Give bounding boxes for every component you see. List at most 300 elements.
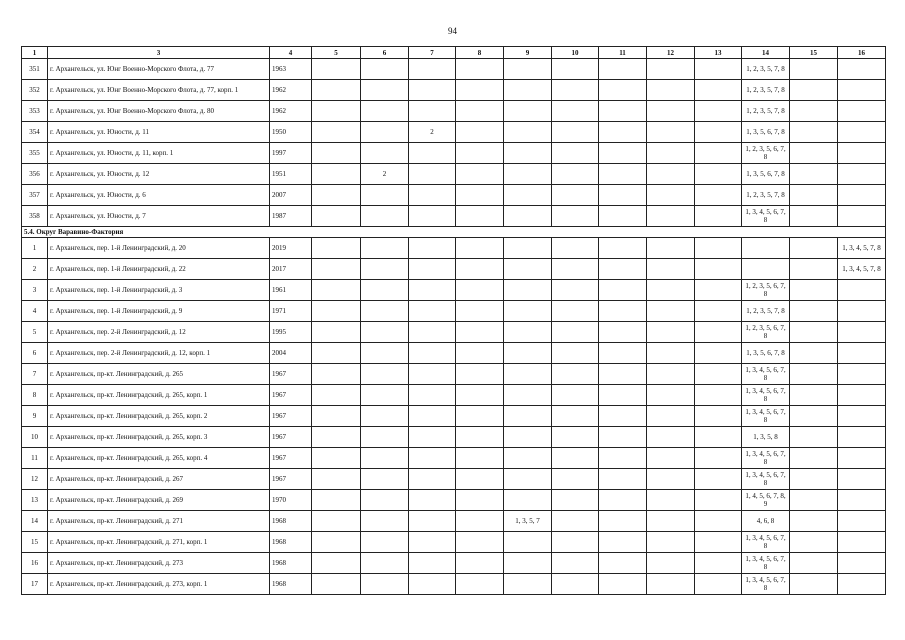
empty-cell xyxy=(790,553,838,574)
cell-col-9 xyxy=(504,280,552,301)
empty-cell xyxy=(695,490,742,511)
cell-col-9 xyxy=(504,122,552,143)
table-row xyxy=(22,301,886,322)
empty-cell xyxy=(552,469,599,490)
year-cell: 1967 xyxy=(270,364,312,385)
table-body-section-prev xyxy=(22,59,886,227)
empty-cell xyxy=(456,80,504,101)
cell-col-9 xyxy=(504,469,552,490)
cell-col-7 xyxy=(409,553,456,574)
empty-cell xyxy=(312,122,361,143)
empty-cell xyxy=(552,490,599,511)
empty-cell xyxy=(312,80,361,101)
address-cell: г. Архангельск, ул. Юности, д. 12 xyxy=(48,164,270,185)
empty-cell xyxy=(790,343,838,364)
cell-col-6 xyxy=(361,364,409,385)
cell-col-9 xyxy=(504,164,552,185)
empty-cell xyxy=(647,469,695,490)
cell-col-6 xyxy=(361,238,409,259)
empty-cell xyxy=(647,532,695,553)
empty-cell xyxy=(456,469,504,490)
cell-col-14: 1, 2, 3, 5, 7, 8 xyxy=(742,185,790,206)
cell-col-9 xyxy=(504,574,552,595)
empty-cell xyxy=(790,322,838,343)
cell-col-14 xyxy=(742,238,790,259)
table-row xyxy=(22,280,886,301)
row-number-cell: 12 xyxy=(22,469,48,490)
cell-col-7 xyxy=(409,164,456,185)
cell-col-7 xyxy=(409,532,456,553)
cell-col-7 xyxy=(409,206,456,227)
year-cell: 1968 xyxy=(270,511,312,532)
address-cell: г. Архангельск, пр-кт. Ленинградский, д. 267 xyxy=(48,469,270,490)
empty-cell xyxy=(456,532,504,553)
table-row xyxy=(22,322,886,343)
empty-cell xyxy=(790,80,838,101)
empty-cell xyxy=(790,164,838,185)
empty-cell xyxy=(552,532,599,553)
row-number-cell: 352 xyxy=(22,80,48,101)
row-number-cell: 1 xyxy=(22,238,48,259)
empty-cell xyxy=(695,469,742,490)
empty-cell xyxy=(599,164,647,185)
column-header: 12 xyxy=(647,47,695,59)
address-cell: г. Архангельск, пр-кт. Ленинградский, д. 273, корп. 1 xyxy=(48,574,270,595)
empty-cell xyxy=(456,427,504,448)
row-number-cell: 356 xyxy=(22,164,48,185)
row-number-cell: 8 xyxy=(22,385,48,406)
cell-col-16 xyxy=(838,143,886,164)
table-row xyxy=(22,553,886,574)
empty-cell xyxy=(647,322,695,343)
empty-cell xyxy=(599,238,647,259)
empty-cell xyxy=(599,143,647,164)
empty-cell xyxy=(456,322,504,343)
cell-col-14: 1, 3, 4, 5, 6, 7, 8 xyxy=(742,206,790,227)
empty-cell xyxy=(552,59,599,80)
empty-cell xyxy=(552,448,599,469)
table-row xyxy=(22,511,886,532)
cell-col-7 xyxy=(409,59,456,80)
empty-cell xyxy=(599,59,647,80)
empty-cell xyxy=(695,206,742,227)
empty-cell xyxy=(790,122,838,143)
cell-col-16 xyxy=(838,490,886,511)
table-row xyxy=(22,259,886,280)
year-cell: 1971 xyxy=(270,301,312,322)
cell-col-6 xyxy=(361,532,409,553)
address-cell: г. Архангельск, ул. Юнг Военно-Морского Флота, д. 80 xyxy=(48,101,270,122)
empty-cell xyxy=(695,259,742,280)
empty-cell xyxy=(312,406,361,427)
empty-cell xyxy=(312,574,361,595)
table-body-section-header xyxy=(22,227,886,238)
cell-col-6 xyxy=(361,280,409,301)
empty-cell xyxy=(790,385,838,406)
cell-col-14: 1, 4, 5, 6, 7, 8, 9 xyxy=(742,490,790,511)
empty-cell xyxy=(456,164,504,185)
cell-col-14: 1, 2, 3, 5, 6, 7, 8 xyxy=(742,280,790,301)
table-row xyxy=(22,448,886,469)
empty-cell xyxy=(456,280,504,301)
column-header: 16 xyxy=(838,47,886,59)
address-cell: г. Архангельск, пр-кт. Ленинградский, д. 265, корп. 3 xyxy=(48,427,270,448)
empty-cell xyxy=(647,385,695,406)
empty-cell xyxy=(456,206,504,227)
row-number-cell: 358 xyxy=(22,206,48,227)
cell-col-6 xyxy=(361,59,409,80)
empty-cell xyxy=(599,553,647,574)
cell-col-9 xyxy=(504,448,552,469)
cell-col-7 xyxy=(409,322,456,343)
empty-cell xyxy=(312,206,361,227)
column-header: 7 xyxy=(409,47,456,59)
row-number-cell: 10 xyxy=(22,427,48,448)
row-number-cell: 355 xyxy=(22,143,48,164)
cell-col-16 xyxy=(838,553,886,574)
address-cell: г. Архангельск, пр-кт. Ленинградский, д. 265, корп. 2 xyxy=(48,406,270,427)
cell-col-9 xyxy=(504,80,552,101)
cell-col-9 xyxy=(504,59,552,80)
cell-col-6 xyxy=(361,259,409,280)
cell-col-14: 1, 3, 5, 6, 7, 8 xyxy=(742,122,790,143)
cell-col-16 xyxy=(838,122,886,143)
address-cell: г. Архангельск, пер. 1-й Ленинградский, д. 20 xyxy=(48,238,270,259)
empty-cell xyxy=(312,385,361,406)
address-cell: г. Архангельск, пр-кт. Ленинградский, д. 273 xyxy=(48,553,270,574)
empty-cell xyxy=(552,185,599,206)
empty-cell xyxy=(790,185,838,206)
empty-cell xyxy=(456,511,504,532)
housing-registry-table xyxy=(21,46,886,595)
empty-cell xyxy=(695,385,742,406)
column-header: 5 xyxy=(312,47,361,59)
row-number-cell: 353 xyxy=(22,101,48,122)
year-cell: 2017 xyxy=(270,259,312,280)
empty-cell xyxy=(599,185,647,206)
cell-col-16 xyxy=(838,322,886,343)
empty-cell xyxy=(647,206,695,227)
empty-cell xyxy=(456,364,504,385)
empty-cell xyxy=(790,59,838,80)
empty-cell xyxy=(552,143,599,164)
cell-col-14 xyxy=(742,259,790,280)
empty-cell xyxy=(312,301,361,322)
column-header: 11 xyxy=(599,47,647,59)
empty-cell xyxy=(647,364,695,385)
year-cell: 1997 xyxy=(270,143,312,164)
cell-col-6 xyxy=(361,122,409,143)
cell-col-6 xyxy=(361,574,409,595)
empty-cell xyxy=(312,427,361,448)
empty-cell xyxy=(790,143,838,164)
cell-col-16 xyxy=(838,574,886,595)
cell-col-9 xyxy=(504,406,552,427)
empty-cell xyxy=(599,490,647,511)
empty-cell xyxy=(599,427,647,448)
table-row xyxy=(22,427,886,448)
empty-cell xyxy=(695,448,742,469)
empty-cell xyxy=(695,301,742,322)
cell-col-7 xyxy=(409,490,456,511)
empty-cell xyxy=(599,343,647,364)
year-cell: 2019 xyxy=(270,238,312,259)
cell-col-16: 1, 3, 4, 5, 7, 8 xyxy=(838,238,886,259)
empty-cell xyxy=(599,364,647,385)
cell-col-16: 1, 3, 4, 5, 7, 8 xyxy=(838,259,886,280)
empty-cell xyxy=(790,448,838,469)
empty-cell xyxy=(599,206,647,227)
empty-cell xyxy=(647,80,695,101)
cell-col-16 xyxy=(838,206,886,227)
cell-col-16 xyxy=(838,59,886,80)
empty-cell xyxy=(599,301,647,322)
year-cell: 1961 xyxy=(270,280,312,301)
empty-cell xyxy=(599,469,647,490)
empty-cell xyxy=(312,364,361,385)
cell-col-6 xyxy=(361,185,409,206)
cell-col-9 xyxy=(504,238,552,259)
empty-cell xyxy=(456,301,504,322)
cell-col-7 xyxy=(409,101,456,122)
empty-cell xyxy=(552,322,599,343)
empty-cell xyxy=(552,406,599,427)
year-cell: 1970 xyxy=(270,490,312,511)
cell-col-16 xyxy=(838,185,886,206)
empty-cell xyxy=(647,448,695,469)
empty-cell xyxy=(647,122,695,143)
address-cell: г. Архангельск, ул. Юности, д. 11 xyxy=(48,122,270,143)
cell-col-9 xyxy=(504,490,552,511)
row-number-cell: 16 xyxy=(22,553,48,574)
cell-col-6 xyxy=(361,406,409,427)
empty-cell xyxy=(790,574,838,595)
cell-col-7 xyxy=(409,301,456,322)
row-number-cell: 351 xyxy=(22,59,48,80)
empty-cell xyxy=(312,343,361,364)
cell-col-16 xyxy=(838,511,886,532)
cell-col-9 xyxy=(504,364,552,385)
year-cell: 2007 xyxy=(270,185,312,206)
empty-cell xyxy=(552,574,599,595)
empty-cell xyxy=(695,101,742,122)
empty-cell xyxy=(312,259,361,280)
cell-col-14: 1, 3, 5, 8 xyxy=(742,427,790,448)
empty-cell xyxy=(790,532,838,553)
table-row xyxy=(22,164,886,185)
cell-col-16 xyxy=(838,80,886,101)
cell-col-6 xyxy=(361,385,409,406)
cell-col-14: 1, 2, 3, 5, 7, 8 xyxy=(742,301,790,322)
cell-col-16 xyxy=(838,532,886,553)
empty-cell xyxy=(599,280,647,301)
cell-col-14: 1, 3, 4, 5, 6, 7, 8 xyxy=(742,448,790,469)
cell-col-7 xyxy=(409,185,456,206)
column-header: 14 xyxy=(742,47,790,59)
cell-col-14: 1, 2, 3, 5, 7, 8 xyxy=(742,59,790,80)
cell-col-7 xyxy=(409,143,456,164)
empty-cell xyxy=(552,301,599,322)
cell-col-14: 1, 2, 3, 5, 6, 7, 8 xyxy=(742,143,790,164)
header-row xyxy=(22,47,886,59)
address-cell: г. Архангельск, пер. 2-й Ленинградский, д. 12, корп. 1 xyxy=(48,343,270,364)
column-header: 8 xyxy=(456,47,504,59)
cell-col-16 xyxy=(838,427,886,448)
cell-col-6 xyxy=(361,343,409,364)
address-cell: г. Архангельск, пр-кт. Ленинградский, д. 269 xyxy=(48,490,270,511)
cell-col-6 xyxy=(361,322,409,343)
year-cell: 1967 xyxy=(270,406,312,427)
empty-cell xyxy=(552,164,599,185)
cell-col-14: 1, 3, 5, 6, 7, 8 xyxy=(742,164,790,185)
address-cell: г. Архангельск, ул. Юности, д. 7 xyxy=(48,206,270,227)
page-number: 94 xyxy=(448,26,457,36)
column-header: 10 xyxy=(552,47,599,59)
empty-cell xyxy=(456,143,504,164)
empty-cell xyxy=(599,532,647,553)
empty-cell xyxy=(312,143,361,164)
address-cell: г. Архангельск, пер. 1-й Ленинградский, д. 22 xyxy=(48,259,270,280)
cell-col-16 xyxy=(838,164,886,185)
empty-cell xyxy=(647,143,695,164)
empty-cell xyxy=(456,343,504,364)
empty-cell xyxy=(647,238,695,259)
table-row xyxy=(22,574,886,595)
cell-col-9: 1, 3, 5, 7 xyxy=(504,511,552,532)
empty-cell xyxy=(790,259,838,280)
empty-cell xyxy=(790,238,838,259)
table-row xyxy=(22,80,886,101)
cell-col-16 xyxy=(838,364,886,385)
cell-col-16 xyxy=(838,280,886,301)
empty-cell xyxy=(695,164,742,185)
cell-col-9 xyxy=(504,143,552,164)
cell-col-14: 1, 3, 4, 5, 6, 7, 8 xyxy=(742,574,790,595)
empty-cell xyxy=(599,385,647,406)
table-row xyxy=(22,385,886,406)
empty-cell xyxy=(647,280,695,301)
empty-cell xyxy=(695,59,742,80)
cell-col-7 xyxy=(409,469,456,490)
empty-cell xyxy=(312,490,361,511)
table-row xyxy=(22,206,886,227)
cell-col-16 xyxy=(838,101,886,122)
empty-cell xyxy=(790,490,838,511)
cell-col-9 xyxy=(504,343,552,364)
year-cell: 1967 xyxy=(270,385,312,406)
cell-col-6 xyxy=(361,427,409,448)
empty-cell xyxy=(647,301,695,322)
empty-cell xyxy=(790,511,838,532)
empty-cell xyxy=(695,80,742,101)
column-header: 6 xyxy=(361,47,409,59)
table-row xyxy=(22,185,886,206)
year-cell: 1962 xyxy=(270,80,312,101)
row-number-cell: 14 xyxy=(22,511,48,532)
empty-cell xyxy=(599,574,647,595)
row-number-cell: 7 xyxy=(22,364,48,385)
empty-cell xyxy=(312,59,361,80)
empty-cell xyxy=(312,164,361,185)
empty-cell xyxy=(599,80,647,101)
empty-cell xyxy=(599,511,647,532)
cell-col-6 xyxy=(361,80,409,101)
cell-col-9 xyxy=(504,532,552,553)
empty-cell xyxy=(456,59,504,80)
empty-cell xyxy=(695,364,742,385)
table-row xyxy=(22,122,886,143)
row-number-cell: 17 xyxy=(22,574,48,595)
empty-cell xyxy=(456,385,504,406)
empty-cell xyxy=(695,553,742,574)
empty-cell xyxy=(312,322,361,343)
cell-col-7: 2 xyxy=(409,122,456,143)
cell-col-14: 4, 6, 8 xyxy=(742,511,790,532)
row-number-cell: 5 xyxy=(22,322,48,343)
year-cell: 1962 xyxy=(270,101,312,122)
empty-cell xyxy=(456,122,504,143)
table-row xyxy=(22,143,886,164)
section-row xyxy=(22,227,886,238)
year-cell: 1968 xyxy=(270,574,312,595)
cell-col-9 xyxy=(504,206,552,227)
empty-cell xyxy=(695,122,742,143)
empty-cell xyxy=(456,259,504,280)
year-cell: 1968 xyxy=(270,553,312,574)
empty-cell xyxy=(599,122,647,143)
table-row xyxy=(22,343,886,364)
address-cell: г. Архангельск, пр-кт. Ленинградский, д. 265 xyxy=(48,364,270,385)
empty-cell xyxy=(552,280,599,301)
cell-col-14: 1, 3, 5, 6, 7, 8 xyxy=(742,343,790,364)
cell-col-16 xyxy=(838,448,886,469)
empty-cell xyxy=(695,280,742,301)
column-header: 3 xyxy=(48,47,270,59)
empty-cell xyxy=(552,206,599,227)
empty-cell xyxy=(647,259,695,280)
empty-cell xyxy=(647,490,695,511)
empty-cell xyxy=(599,101,647,122)
empty-cell xyxy=(695,322,742,343)
empty-cell xyxy=(552,343,599,364)
year-cell: 1968 xyxy=(270,532,312,553)
table-row xyxy=(22,469,886,490)
empty-cell xyxy=(552,553,599,574)
empty-cell xyxy=(647,185,695,206)
cell-col-6 xyxy=(361,511,409,532)
address-cell: г. Архангельск, ул. Юнг Военно-Морского Флота, д. 77 xyxy=(48,59,270,80)
cell-col-6 xyxy=(361,448,409,469)
empty-cell xyxy=(552,385,599,406)
empty-cell xyxy=(695,511,742,532)
table-row xyxy=(22,59,886,80)
empty-cell xyxy=(312,448,361,469)
cell-col-14: 1, 2, 3, 5, 7, 8 xyxy=(742,80,790,101)
column-header: 15 xyxy=(790,47,838,59)
cell-col-16 xyxy=(838,301,886,322)
cell-col-14: 1, 3, 4, 5, 6, 7, 8 xyxy=(742,364,790,385)
cell-col-7 xyxy=(409,427,456,448)
row-number-cell: 2 xyxy=(22,259,48,280)
empty-cell xyxy=(790,101,838,122)
cell-col-9 xyxy=(504,427,552,448)
row-number-cell: 354 xyxy=(22,122,48,143)
empty-cell xyxy=(647,574,695,595)
empty-cell xyxy=(456,448,504,469)
empty-cell xyxy=(456,185,504,206)
cell-col-9 xyxy=(504,185,552,206)
table-row xyxy=(22,364,886,385)
